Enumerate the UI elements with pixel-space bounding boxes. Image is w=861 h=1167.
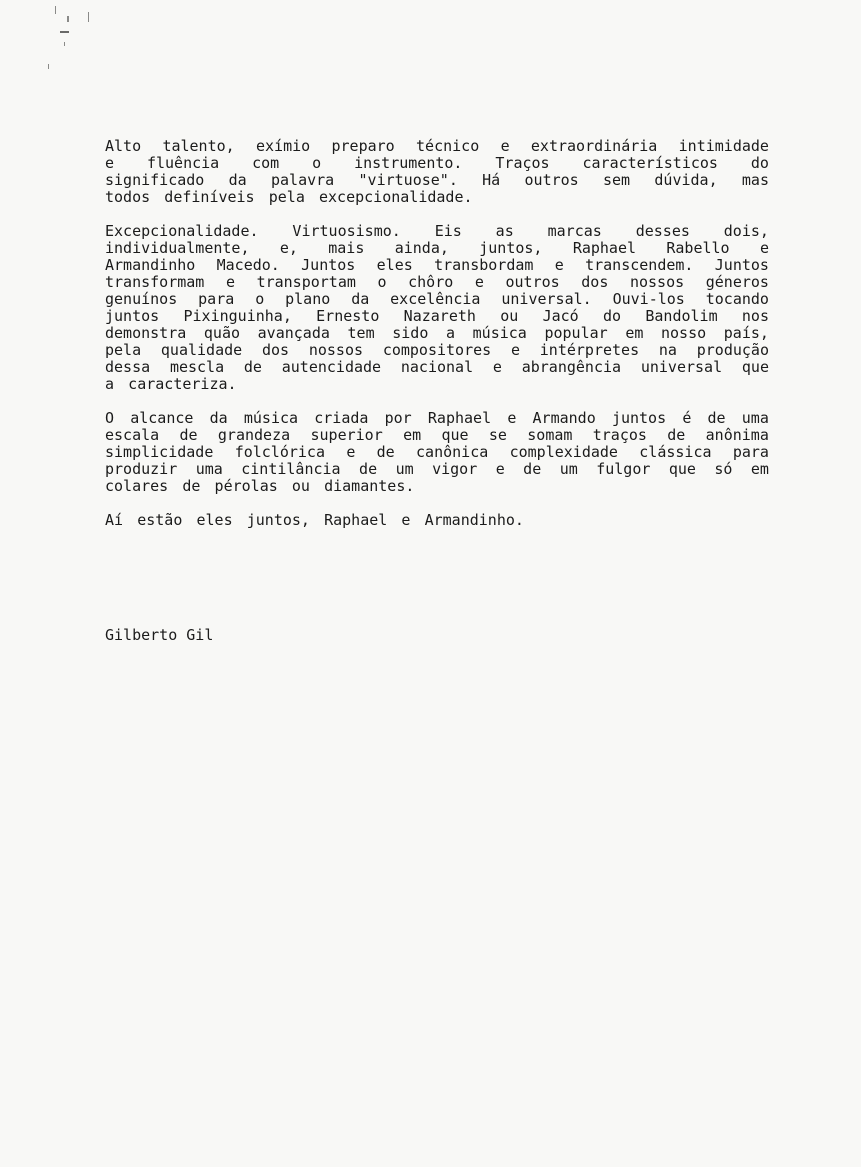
paper-speck (88, 12, 89, 22)
word: Há (482, 171, 501, 189)
word: fulgor (596, 460, 651, 478)
word: as (495, 222, 514, 240)
text-line (105, 308, 769, 325)
word: traços (592, 426, 647, 444)
paper-mark (60, 31, 69, 33)
word: ou (500, 307, 519, 325)
word: e (225, 273, 235, 291)
word: extraordinária (530, 137, 658, 155)
word: um (395, 460, 414, 478)
paragraph-gap (105, 495, 769, 512)
word: uma (741, 409, 769, 427)
word: folclórica (234, 443, 325, 461)
word: desses (635, 222, 690, 240)
word: e, (279, 239, 298, 257)
word: Juntos (714, 256, 769, 274)
word: nossos (308, 341, 364, 359)
word: de (179, 426, 198, 444)
paper-speck (48, 64, 49, 69)
word: Rabello (666, 239, 730, 257)
word: é (682, 409, 692, 427)
word: só (714, 460, 733, 478)
word: genuínos (105, 290, 178, 308)
word: ainda, (394, 239, 449, 257)
word: que (668, 460, 696, 478)
word: pela (105, 341, 142, 359)
word: e (492, 358, 502, 376)
word: juntos (105, 307, 160, 325)
word: e (346, 443, 356, 461)
word: juntos (611, 409, 667, 427)
word: dúvida, (654, 171, 718, 189)
word: do (603, 307, 622, 325)
word: para (732, 443, 769, 461)
word: característicos (582, 154, 718, 172)
word: universal. (501, 290, 592, 308)
word: sido (392, 324, 429, 342)
word: compositores (382, 341, 492, 359)
word: intérpretes (539, 341, 640, 359)
word: em (625, 324, 644, 342)
word: vigor (432, 460, 478, 478)
text-line: Aí estão eles juntos, Raphael e Armandinho. (105, 511, 524, 529)
word: uma (195, 460, 223, 478)
word: outros (505, 273, 560, 291)
word: Macedo. (216, 256, 280, 274)
word: escala (105, 426, 160, 444)
word: transportam (256, 273, 356, 291)
word: de (707, 409, 726, 427)
word: transbordam (434, 256, 534, 274)
word: Traços (495, 154, 550, 172)
word: nosso (661, 324, 707, 342)
word: Raphael (572, 239, 637, 257)
word: marcas (547, 222, 602, 240)
word: e (510, 341, 520, 359)
word: e (500, 137, 510, 155)
word: criada (314, 409, 369, 427)
word: qualidade (160, 341, 243, 359)
text-line (105, 223, 769, 240)
text-line (105, 257, 769, 274)
word: preparo (331, 137, 395, 155)
word: tem (347, 324, 375, 342)
word: para (198, 290, 235, 308)
word: quão (203, 324, 241, 342)
paragraph-1 (105, 138, 769, 206)
word: e (759, 239, 769, 257)
word: cintilância (241, 460, 341, 478)
word: produção (696, 341, 769, 359)
word: universal (640, 358, 723, 376)
word: canônica (416, 443, 489, 461)
text-line: todos definíveis pela excepcionalidade. (105, 188, 473, 206)
word: da (209, 409, 228, 427)
signature: Gilberto Gil (105, 626, 214, 644)
word: significado (105, 171, 205, 189)
word: excelência (390, 290, 481, 308)
word: O (105, 409, 115, 427)
paragraph-gap (105, 393, 769, 410)
word: individualmente, (105, 239, 250, 257)
paragraph-4 (105, 512, 769, 529)
word: música (243, 409, 299, 427)
word: por (384, 409, 412, 427)
word: juntos, (479, 239, 543, 257)
word: somam (527, 426, 573, 444)
text-line (105, 410, 769, 427)
text-line (105, 274, 769, 291)
word: técnico (416, 137, 480, 155)
word: complexidade (509, 443, 618, 461)
word: da (228, 171, 247, 189)
text-line (105, 291, 769, 308)
word: fluência (146, 154, 220, 172)
text-line (105, 444, 769, 461)
word: em (403, 426, 422, 444)
word: música (472, 324, 527, 342)
word: Virtuosismo. (292, 222, 401, 240)
word: transformam (105, 273, 205, 291)
word: exímio (256, 137, 311, 155)
word: superior (310, 426, 383, 444)
word: alcance (130, 409, 194, 427)
word: de (523, 460, 542, 478)
word: avançada (257, 324, 330, 342)
word: se (488, 426, 507, 444)
word: clássica (639, 443, 712, 461)
word: e (554, 256, 564, 274)
word: Eis (434, 222, 462, 240)
word: anônima (705, 426, 769, 444)
word: Ernesto (316, 307, 380, 325)
word: mescla (169, 358, 225, 376)
word: eles (376, 256, 413, 274)
text-line (105, 155, 769, 172)
letter-body (105, 138, 769, 529)
word: Bandolim (645, 307, 718, 325)
word: nacional (400, 358, 474, 376)
word: "virtuose". (358, 171, 458, 189)
word: sem (603, 171, 631, 189)
word: país, (723, 324, 769, 342)
word: um (559, 460, 578, 478)
word: outros (524, 171, 579, 189)
word: de (376, 443, 395, 461)
word: simplicidade (105, 443, 214, 461)
word: dos (261, 341, 290, 359)
word: de (359, 460, 378, 478)
word: dos (581, 273, 609, 291)
word: mas (741, 171, 769, 189)
text-line (105, 427, 769, 444)
paper-speck (67, 16, 69, 22)
word: e (105, 154, 115, 172)
text-line: a caracteriza. (105, 375, 237, 393)
word: com (252, 154, 280, 172)
word: autencidade (281, 358, 382, 376)
word: transcendem. (585, 256, 694, 274)
text-line (105, 461, 769, 478)
word: Excepcionalidade. (105, 222, 259, 240)
word: da (351, 290, 370, 308)
word: a (446, 324, 456, 342)
text-line: colares de pérolas ou diamantes. (105, 477, 415, 495)
paragraph-2 (105, 223, 769, 393)
word: tocando (705, 290, 769, 308)
word: e (495, 460, 505, 478)
word: em (750, 460, 769, 478)
word: dessa (105, 358, 151, 376)
text-line (105, 359, 769, 376)
word: nossos (629, 273, 685, 291)
word: Juntos (301, 256, 356, 274)
word: demonstra (105, 324, 187, 342)
word: o (377, 273, 387, 291)
word: Jacó (542, 307, 579, 325)
word: o (255, 290, 265, 308)
word: do (750, 154, 769, 172)
word: que (741, 358, 769, 376)
word: Alto (105, 137, 142, 155)
word: Armando (532, 409, 596, 427)
word: Pixinguinha, (183, 307, 292, 325)
word: de (243, 358, 262, 376)
text-line (105, 342, 769, 359)
word: palavra (271, 171, 335, 189)
word: talento, (162, 137, 235, 155)
word: nos (741, 307, 769, 325)
paper-speck (64, 42, 65, 46)
paragraph-3 (105, 410, 769, 495)
text-line (105, 138, 769, 155)
word: Armandinho (105, 256, 196, 274)
text-line (105, 325, 769, 342)
word: géneros (705, 273, 769, 291)
word: popular (544, 324, 608, 342)
word: mais (328, 239, 365, 257)
word: de (667, 426, 686, 444)
word: na (658, 341, 677, 359)
word: Nazareth (403, 307, 476, 325)
text-line (105, 172, 769, 189)
word: intimidade (678, 137, 769, 155)
word: o (312, 154, 322, 172)
word: produzir (105, 460, 178, 478)
paragraph-gap (105, 206, 769, 223)
word: instrumento. (354, 154, 463, 172)
word: Raphael (427, 409, 492, 427)
word: Ouvi-los (612, 290, 685, 308)
text-line (105, 240, 769, 257)
word: que (441, 426, 469, 444)
word: dois, (723, 222, 769, 240)
word: e (474, 273, 484, 291)
word: grandeza (217, 426, 291, 444)
word: e (507, 409, 517, 427)
word: abrangência (521, 358, 622, 376)
paper-speck (55, 6, 56, 14)
word: plano (285, 290, 331, 308)
word: chôro (408, 273, 454, 291)
